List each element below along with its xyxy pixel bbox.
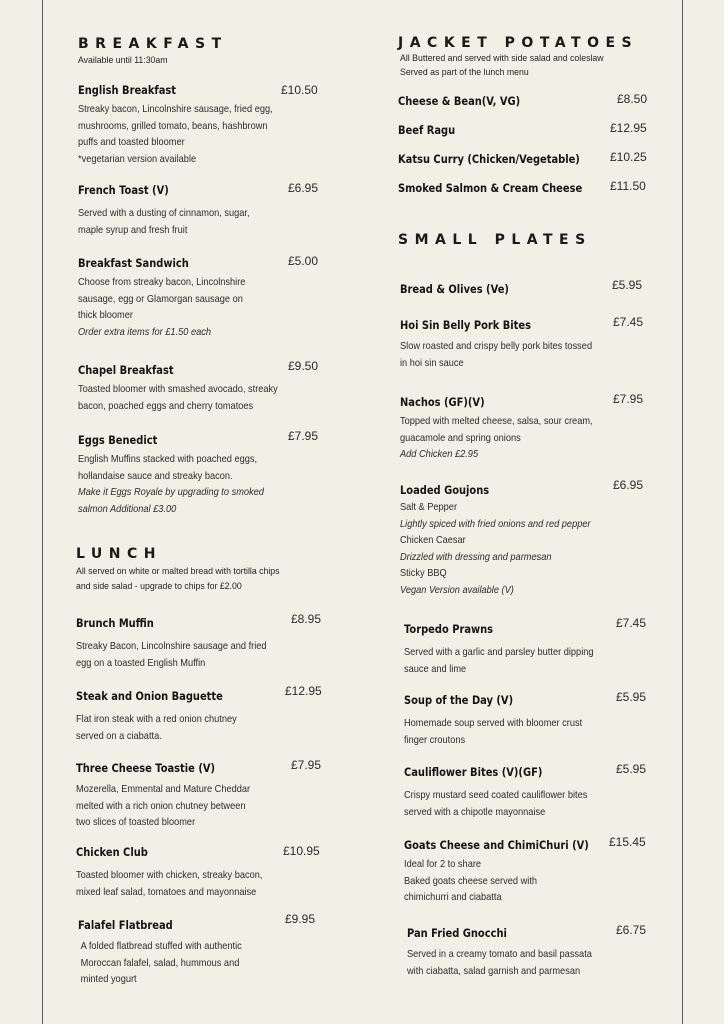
menu-item-bread-olives [400, 280, 650, 298]
menu-item-chicken-club [76, 843, 321, 900]
item-description: Slow roasted and crispy belly pork bites tossed in hoi sin sauce [400, 340, 593, 369]
item-description: Salt & Pepper Lightly spiced with fried onions and red pepper Chicken Caesar Drizzled with dressing and parmesan Sticky BBQ Vegan Version available (V) [400, 501, 591, 596]
section-subtitle: All served on white or malted bread with tortilla chips and side salad - upgrade to chips for £2.00 [76, 566, 280, 592]
menu-item-english-breakfast [78, 81, 318, 167]
item-name: Goats Cheese and ChimiChuri (V) [404, 838, 589, 852]
item-name: Beef Ragu [398, 123, 456, 137]
item-description: Served with a garlic and parsley butter dipping sauce and lime [404, 646, 594, 675]
menu-item-chapel-breakfast [78, 361, 318, 414]
item-price: £10.50 [281, 83, 318, 97]
item-description: Streaky Bacon, Lincolnshire sausage and fried egg on a toasted English Muffin [76, 640, 267, 669]
menu-item-cheese-bean [398, 92, 648, 110]
breakfast-header [78, 36, 228, 67]
item-name: French Toast (V) [78, 183, 169, 197]
menu-item-goats-cheese [404, 836, 654, 906]
item-price: £7.45 [616, 616, 647, 630]
item-name: Chicken Club [76, 845, 148, 859]
item-name: Pan Fried Gnocchi [407, 926, 507, 940]
item-price: £5.95 [616, 690, 647, 704]
menu-item-eggs-benedict [78, 431, 318, 517]
menu-item-pan-fried-gnocchi [407, 924, 657, 979]
item-description: Mozerella, Emmental and Mature Cheddar melted with a rich onion chutney between two slices of toasted bloomer [76, 783, 251, 828]
item-name: Torpedo Prawns [404, 622, 494, 636]
menu-item-three-cheese-toastie [76, 759, 321, 831]
item-description: Served with a dusting of cinnamon, sugar, maple syrup and fresh fruit [78, 207, 250, 236]
item-price: £12.95 [610, 121, 647, 135]
menu-item-hoi-sin-pork [400, 316, 650, 371]
item-name: Loaded Goujons [400, 483, 490, 497]
item-name: Falafel Flatbread [78, 918, 173, 932]
item-price: £10.25 [610, 150, 647, 164]
menu-item-beef-ragu [398, 121, 648, 139]
menu-item-nachos [400, 393, 650, 463]
item-name: Breakfast Sandwich [78, 256, 189, 270]
section-title: LUNCH [76, 546, 162, 562]
menu-item-soup-of-the-day [404, 691, 654, 748]
item-name: Bread & Olives (Ve) [400, 282, 509, 296]
menu-item-steak-baguette [76, 684, 322, 744]
item-description: Streaky bacon, Lincolnshire sausage, fried egg, mushrooms, grilled tomato, beans, hashbrown puffs and toasted bloomer *vegetarian version available [78, 103, 273, 165]
item-price: £9.95 [285, 912, 316, 926]
item-description: Crispy mustard seed coated cauliflower bites served with a chipotle mayonnaise [404, 789, 588, 818]
item-price: £7.45 [613, 315, 644, 329]
item-price: £10.95 [283, 844, 320, 858]
left-border-line [42, 0, 43, 1024]
item-price: £5.95 [616, 762, 647, 776]
item-description: Served in a creamy tomato and basil passata with ciabatta, salad garnish and parmesan [407, 948, 592, 977]
item-name: Cauliflower Bites (V)(GF) [404, 765, 543, 779]
item-name: Smoked Salmon & Cream Cheese [398, 181, 583, 195]
section-subtitle: Available until 11:30am [78, 55, 168, 66]
menu-item-cauliflower-bites [404, 763, 654, 820]
item-price: £9.50 [288, 359, 319, 373]
item-price: £8.50 [617, 92, 648, 106]
lunch-header [76, 546, 297, 593]
item-price: £8.95 [291, 612, 322, 626]
menu-item-torpedo-prawns [404, 616, 654, 677]
jacket-potatoes-header [398, 35, 638, 79]
item-description: English Muffins stacked with poached eggs, hollandaise sauce and streaky bacon. Make it Eggs Royale by upgrading to smoked salmon Additional £3.00 [78, 453, 264, 515]
item-description: Homemade soup served with bloomer crust finger croutons [404, 717, 583, 746]
section-subtitle: All Buttered and served with side salad and coleslaw Served as part of the lunch menu [400, 53, 604, 78]
item-description: A folded flatbread stuffed with authentic Moroccan falafel, salad, hummous and minted yogurt [80, 940, 242, 985]
section-title: BREAKFAST [78, 36, 228, 52]
item-price: £12.95 [285, 684, 322, 698]
item-description: Flat iron steak with a red onion chutney served on a ciabatta. [76, 713, 237, 742]
item-price: £7.95 [291, 758, 322, 772]
item-name: Three Cheese Toastie (V) [76, 761, 216, 775]
item-price: £6.95 [288, 181, 319, 195]
item-name: Steak and Onion Baguette [76, 689, 223, 703]
section-title: SMALL PLATES [398, 232, 592, 248]
item-price: £7.95 [613, 392, 644, 406]
item-description: Topped with melted cheese, salsa, sour cream, guacamole and spring onions Add Chicken £2.95 [400, 415, 593, 460]
item-price: £5.00 [288, 254, 319, 268]
menu-item-katsu-curry [398, 150, 648, 168]
item-price: £15.45 [609, 835, 646, 849]
item-name: English Breakfast [78, 83, 176, 97]
item-price: £5.95 [612, 278, 643, 292]
right-border-line [682, 0, 683, 1024]
item-description: Toasted bloomer with smashed avocado, streaky bacon, poached eggs and cherry tomatoes [78, 383, 278, 412]
item-price: £7.95 [288, 429, 319, 443]
menu-item-breakfast-sandwich [78, 254, 318, 340]
menu-item-smoked-salmon [398, 179, 648, 197]
item-description: Choose from streaky bacon, Lincolnshire sausage, egg or Glamorgan sausage on thick bloomer Order extra items for £1.50 each [78, 276, 246, 338]
item-name: Eggs Benedict [78, 433, 158, 447]
item-name: Brunch Muffin [76, 616, 154, 630]
menu-item-french-toast [78, 181, 318, 238]
item-name: Cheese & Bean(V, VG) [398, 94, 521, 108]
menu-item-loaded-goujons [400, 478, 650, 598]
item-name: Hoi Sin Belly Pork Bites [400, 318, 532, 332]
item-name: Katsu Curry (Chicken/Vegetable) [398, 152, 580, 166]
item-name: Chapel Breakfast [78, 363, 174, 377]
menu-item-falafel-flatbread [78, 912, 323, 988]
item-price: £11.50 [610, 179, 646, 193]
item-name: Nachos (GF)(V) [400, 395, 485, 409]
item-name: Soup of the Day (V) [404, 693, 514, 707]
item-price: £6.95 [613, 478, 644, 492]
menu-item-brunch-muffin [76, 614, 321, 671]
small-plates-header [398, 232, 592, 248]
item-price: £6.75 [616, 923, 647, 937]
item-description: Toasted bloomer with chicken, streaky bacon, mixed leaf salad, tomatoes and mayonnaise [76, 869, 263, 898]
section-title: JACKET POTATOES [398, 35, 639, 51]
item-description: Ideal for 2 to share Baked goats cheese served with chimichurri and ciabatta [404, 858, 538, 903]
